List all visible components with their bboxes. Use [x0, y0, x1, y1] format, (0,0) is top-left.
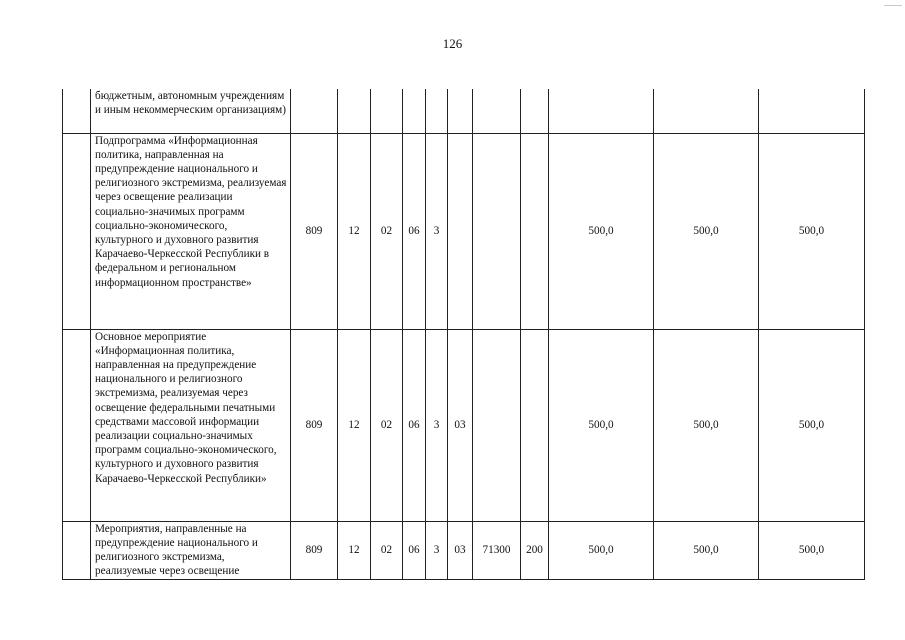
cs-direction-cell: 71300 — [473, 521, 521, 579]
vr-cell: 200 — [521, 521, 549, 579]
cs-main-event-cell: 03 — [448, 521, 473, 579]
page-number: 126 — [442, 36, 463, 51]
cs-direction-cell — [473, 89, 521, 133]
pr-cell: 02 — [371, 329, 403, 521]
table-row — [63, 89, 865, 133]
vr-cell — [521, 133, 549, 329]
rz-cell: 12 — [338, 521, 371, 579]
sum-year3-cell: 500,0 — [759, 521, 865, 579]
sum-year2-cell — [654, 89, 759, 133]
sum-year3-cell: 500,0 — [759, 133, 865, 329]
cs-main-event-cell: 03 — [448, 329, 473, 521]
sum-year1-cell: 500,0 — [549, 521, 654, 579]
index-cell — [63, 133, 91, 329]
cs-main-event-cell — [448, 89, 473, 133]
cs-subprogram-cell: 3 — [426, 329, 448, 521]
cs-program-cell — [403, 89, 426, 133]
sum-year2-cell: 500,0 — [654, 329, 759, 521]
rz-cell: 12 — [338, 133, 371, 329]
gr-cell: 809 — [291, 521, 338, 579]
index-cell — [63, 521, 91, 579]
cs-subprogram-cell: 3 — [426, 133, 448, 329]
table-row — [63, 133, 865, 329]
cs-program-cell: 06 — [403, 133, 426, 329]
cs-main-event-cell — [448, 133, 473, 329]
cs-program-cell: 06 — [403, 329, 426, 521]
cs-direction-cell — [473, 329, 521, 521]
gr-cell: 809 — [291, 329, 338, 521]
pr-cell: 02 — [371, 521, 403, 579]
budget-table — [62, 89, 865, 580]
cs-subprogram-cell — [426, 89, 448, 133]
description-cell: Подпрограмма «Информационная политика, направленная на предупреждение национального и религиозного экстремизма, реализуемая через освещение реализации социально-значимых программ социально-экономического, культурного и духовного развития Карачаево-Черкесской Республики в федеральном и региональном информационном пространстве» — [91, 133, 291, 329]
sum-year1-cell: 500,0 — [549, 329, 654, 521]
index-cell — [63, 89, 91, 133]
vr-cell — [521, 89, 549, 133]
description-cell: Мероприятия, направленные на предупреждение национального и религиозного экстремизма, реализуемые через освещение — [91, 521, 291, 579]
index-cell — [63, 329, 91, 521]
description-cell: Основное мероприятие «Информационная политика, направленная на предупреждение национального и религиозного экстремизма, реализуемая через освещение федеральными печатными средствами массовой информации реализации социально-значимых программ социально-экономического, культурного и духовного развития Карачаево-Черкесской Республики» — [91, 329, 291, 521]
table-row — [63, 329, 865, 521]
vr-cell — [521, 329, 549, 521]
sum-year1-cell — [549, 89, 654, 133]
table-row — [63, 521, 865, 579]
gr-cell: 809 — [291, 133, 338, 329]
pr-cell: 02 — [371, 133, 403, 329]
scan-edge-mark — [884, 5, 902, 6]
cs-program-cell: 06 — [403, 521, 426, 579]
sum-year2-cell: 500,0 — [654, 521, 759, 579]
sum-year2-cell: 500,0 — [654, 133, 759, 329]
cs-subprogram-cell: 3 — [426, 521, 448, 579]
sum-year3-cell: 500,0 — [759, 329, 865, 521]
description-cell: бюджетным, автономным учреждениям и иным некоммерческим организациям) — [91, 89, 291, 133]
rz-cell: 12 — [338, 329, 371, 521]
sum-year1-cell: 500,0 — [549, 133, 654, 329]
cs-direction-cell — [473, 133, 521, 329]
rz-cell — [338, 89, 371, 133]
pr-cell — [371, 89, 403, 133]
sum-year3-cell — [759, 89, 865, 133]
gr-cell — [291, 89, 338, 133]
